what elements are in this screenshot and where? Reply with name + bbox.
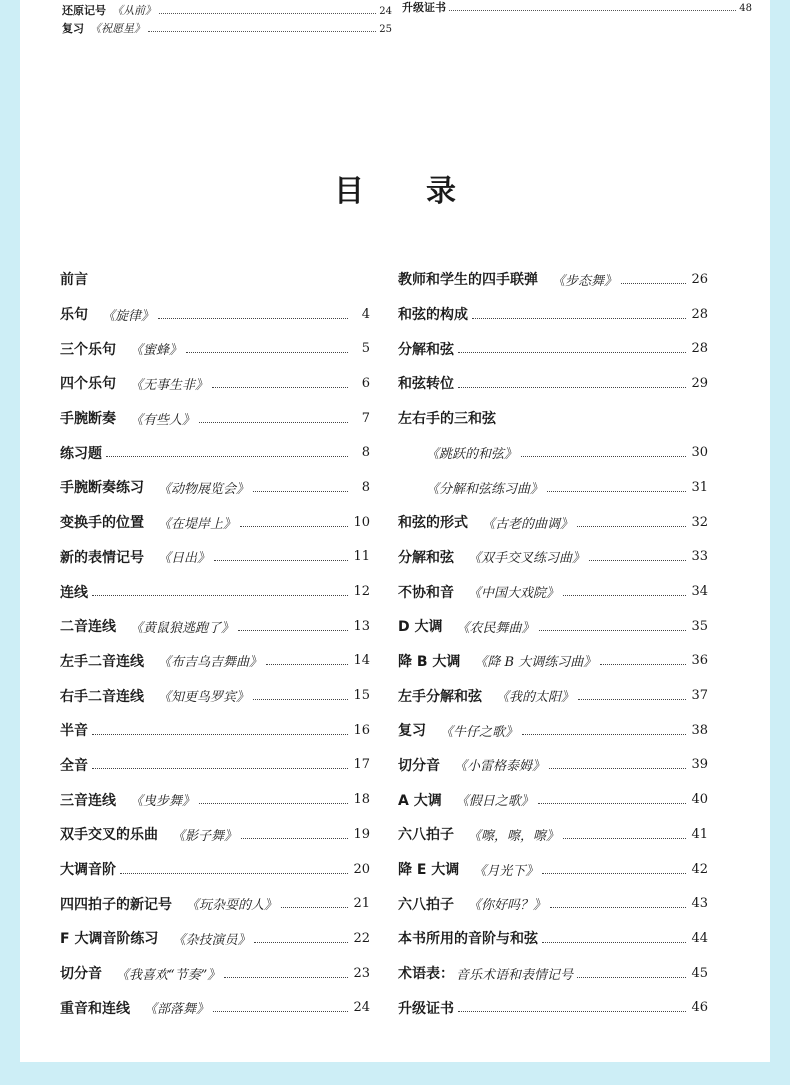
leader-dots <box>550 907 686 908</box>
entry-subtitle: 《中国大戏院》 <box>468 586 560 602</box>
leader-dots <box>621 283 686 284</box>
entry-page: 21 <box>353 896 370 912</box>
toc-entry <box>398 609 708 644</box>
entry-page: 34 <box>691 584 708 600</box>
toc-entry <box>398 297 708 332</box>
entry-subtitle: 音乐术语和表情记号 <box>456 967 574 983</box>
book-page <box>20 0 770 1062</box>
leader-dots <box>539 630 686 631</box>
leader-dots <box>547 491 686 492</box>
toc-entry <box>60 713 370 748</box>
entry-subtitle: 《部落舞》 <box>144 1002 210 1018</box>
toc-entry <box>60 574 370 609</box>
entry-page: 24 <box>353 1000 370 1016</box>
leader-dots <box>542 873 686 874</box>
entry-page: 19 <box>353 826 370 842</box>
toc-entry <box>60 401 370 436</box>
leader-dots <box>254 942 348 943</box>
entry-subtitle: 《我喜欢“节奏”》 <box>116 967 221 983</box>
entry-title: 右手二音连线 <box>60 688 144 705</box>
toc-entry <box>398 817 708 852</box>
entry-title: 六八拍子 <box>398 896 454 913</box>
toc-entry <box>60 262 370 297</box>
toc-entry <box>398 435 708 470</box>
toc-entry <box>62 4 392 19</box>
entry-page: 5 <box>361 341 370 357</box>
entry-page: 37 <box>691 688 708 704</box>
entry-title: 双手交叉的乐曲 <box>60 827 158 844</box>
entry-title: 二音连线 <box>60 619 116 636</box>
leader-dots <box>472 318 686 319</box>
leader-dots <box>240 526 348 527</box>
entry-subtitle: 《玩杂耍的人》 <box>186 898 278 914</box>
leader-dots <box>158 318 348 319</box>
entry-page: 12 <box>353 584 370 600</box>
toc-entry <box>60 886 370 921</box>
toc-entry <box>60 470 370 505</box>
entry-subtitle: 《动物展览会》 <box>158 481 250 497</box>
leader-dots <box>159 13 376 14</box>
entry-page: 42 <box>691 861 708 877</box>
leader-dots <box>577 526 686 527</box>
entry-title: 三音连线 <box>60 792 116 809</box>
leader-dots <box>281 907 348 908</box>
toc-entry <box>60 990 370 1025</box>
entry-page: 13 <box>353 618 370 634</box>
entry-title: 四四拍子的新记号 <box>60 896 172 913</box>
entry-page: 20 <box>353 861 370 877</box>
entry-page: 32 <box>691 514 708 530</box>
toc-entry <box>60 297 370 332</box>
toc-entry <box>398 644 708 679</box>
leader-dots <box>549 768 686 769</box>
leader-dots <box>578 699 686 700</box>
entry-title: 和弦转位 <box>398 376 454 393</box>
entry-page: 4 <box>361 306 370 322</box>
entry-title: 复习 <box>398 723 426 740</box>
entry-page: 29 <box>691 375 708 391</box>
toc-entry <box>60 678 370 713</box>
toc-entry <box>60 540 370 575</box>
entry-title: F 大调音阶练习 <box>60 931 159 948</box>
entry-page: 36 <box>691 653 708 669</box>
entry-subtitle: 《月光下》 <box>473 863 539 879</box>
entry-page: 28 <box>691 341 708 357</box>
entry-title: 连线 <box>60 584 88 601</box>
entry-page: 44 <box>691 930 708 946</box>
entry-title: 切分音 <box>398 757 440 774</box>
entry-page: 10 <box>353 514 370 530</box>
entry-title: 手腕断奏 <box>60 411 116 428</box>
entry-page: 16 <box>353 722 370 738</box>
entry-subtitle: 《影子舞》 <box>172 828 238 844</box>
toc-right-column <box>398 262 708 1025</box>
toc-entry <box>60 609 370 644</box>
entry-title: 和弦的构成 <box>398 307 468 324</box>
leader-dots <box>458 387 686 388</box>
entry-title: A 大调 <box>398 792 442 809</box>
leader-dots <box>253 699 348 700</box>
entry-title: 四个乐句 <box>60 376 116 393</box>
entry-subtitle: 《杂技演员》 <box>172 932 251 948</box>
toc-entry <box>60 644 370 679</box>
entry-title: 重音和连线 <box>60 1000 130 1017</box>
entry-title: 本书所用的音阶与和弦 <box>398 931 538 948</box>
entry-page: 28 <box>691 306 708 322</box>
entry-subtitle: 《在堤岸上》 <box>158 516 237 532</box>
leader-dots <box>92 768 348 769</box>
entry-subtitle: 《跳跃的和弦》 <box>426 447 518 463</box>
entry-title: 六八拍子 <box>398 827 454 844</box>
entry-page: 7 <box>361 410 370 426</box>
entry-title: 左右手的三和弦 <box>398 411 496 428</box>
entry-title: 左手分解和弦 <box>398 688 482 705</box>
leader-dots <box>241 838 348 839</box>
entry-subtitle: 《假日之歌》 <box>455 794 534 810</box>
leader-dots <box>212 387 348 388</box>
entry-title: 切分音 <box>60 966 102 983</box>
entry-title: 练习题 <box>60 445 102 462</box>
page-title: 目录 <box>334 174 518 209</box>
toc-entry <box>398 990 708 1025</box>
entry-subtitle: 《旋律》 <box>102 308 155 324</box>
toc-entry <box>60 782 370 817</box>
toc-entry <box>60 817 370 852</box>
entry-page: 18 <box>353 792 370 808</box>
entry-subtitle: 《祝愿星》 <box>90 22 145 35</box>
entry-page: 26 <box>691 271 708 287</box>
entry-title: 分解和弦 <box>398 549 454 566</box>
entry-subtitle: 《降 B 大调练习曲》 <box>474 655 597 671</box>
leader-dots <box>458 1011 686 1012</box>
entry-subtitle: 《步态舞》 <box>552 273 618 289</box>
entry-title: 术语表： <box>398 966 454 983</box>
entry-page: 41 <box>691 826 708 842</box>
toc-entry <box>398 678 708 713</box>
toc-entry <box>398 366 708 401</box>
leader-dots <box>589 560 686 561</box>
leader-dots <box>213 1011 348 1012</box>
toc-entry <box>398 921 708 956</box>
entry-title: 复习 <box>62 22 84 35</box>
leader-dots <box>120 873 348 874</box>
entry-page: 25 <box>379 24 392 35</box>
leader-dots <box>538 803 686 804</box>
entry-page: 11 <box>353 549 370 565</box>
leader-dots <box>214 560 348 561</box>
leader-dots <box>542 942 686 943</box>
entry-title: 全音 <box>60 757 88 774</box>
entry-page: 46 <box>691 1000 708 1016</box>
entry-title: 半音 <box>60 723 88 740</box>
entry-page: 6 <box>361 375 370 391</box>
entry-subtitle: 《你好吗？》 <box>468 898 547 914</box>
toc-entry <box>398 540 708 575</box>
toc-entry <box>398 852 708 887</box>
entry-title: 和弦的形式 <box>398 515 468 532</box>
leader-dots <box>253 491 348 492</box>
entry-title: 不协和音 <box>398 584 454 601</box>
entry-title: 三个乐句 <box>60 341 116 358</box>
leader-dots <box>577 977 686 978</box>
entry-subtitle: 《牛仔之歌》 <box>440 724 519 740</box>
entry-title: 降 E 大调 <box>398 862 460 879</box>
entry-title: 分解和弦 <box>398 341 454 358</box>
leader-dots <box>186 352 348 353</box>
entry-page: 39 <box>691 757 708 773</box>
entry-page: 35 <box>691 618 708 634</box>
entry-page: 48 <box>739 3 752 14</box>
leader-dots <box>522 734 686 735</box>
toc-entry <box>398 713 708 748</box>
entry-title: 升级证书 <box>398 1000 454 1017</box>
entry-title: 降 B 大调 <box>398 653 461 670</box>
toc-entry <box>62 22 392 37</box>
toc-entry <box>398 956 708 991</box>
leader-dots <box>199 803 348 804</box>
entry-subtitle: 《双手交叉练习曲》 <box>468 551 586 567</box>
leader-dots <box>238 630 348 631</box>
entry-subtitle: 《日出》 <box>158 551 211 567</box>
entry-title: 手腕断奏练习 <box>60 480 144 497</box>
toc-entry <box>60 748 370 783</box>
leader-dots <box>563 838 686 839</box>
leader-dots <box>92 734 348 735</box>
entry-page: 24 <box>379 6 392 17</box>
entry-page: 45 <box>691 965 708 981</box>
entry-title: D 大调 <box>398 619 443 636</box>
entry-page: 43 <box>691 896 708 912</box>
leader-dots <box>449 10 736 11</box>
toc-entry <box>398 262 708 297</box>
entry-subtitle: 《布吉乌吉舞曲》 <box>158 655 263 671</box>
entry-subtitle: 《曳步舞》 <box>130 794 196 810</box>
toc-entry <box>398 505 708 540</box>
toc-entry <box>60 505 370 540</box>
toc-entry <box>398 470 708 505</box>
toc-entry <box>60 852 370 887</box>
toc-entry <box>398 401 708 436</box>
entry-page: 31 <box>691 479 708 495</box>
entry-title: 左手二音连线 <box>60 653 144 670</box>
toc-entry <box>398 574 708 609</box>
entry-page: 30 <box>691 445 708 461</box>
entry-page: 33 <box>691 549 708 565</box>
leader-dots <box>92 595 348 596</box>
toc-entry <box>60 331 370 366</box>
entry-subtitle: 《无事生非》 <box>130 377 209 393</box>
entry-subtitle: 《嚓，嚓，嚓》 <box>468 828 560 844</box>
leader-dots <box>458 352 686 353</box>
toc-entry <box>398 331 708 366</box>
entry-page: 8 <box>361 479 370 495</box>
entry-subtitle: 《从前》 <box>112 4 156 17</box>
entry-title: 前言 <box>60 272 88 289</box>
entry-subtitle: 《有些人》 <box>130 412 196 428</box>
entry-title: 新的表情记号 <box>60 549 144 566</box>
entry-title: 教师和学生的四手联弹 <box>398 272 538 289</box>
toc-entry <box>398 748 708 783</box>
entry-subtitle: 《分解和弦练习曲》 <box>426 481 544 497</box>
toc-entry <box>398 782 708 817</box>
entry-page: 38 <box>691 722 708 738</box>
entry-title: 变换手的位置 <box>60 515 144 532</box>
toc-entry <box>60 956 370 991</box>
entry-subtitle: 《知更鸟罗宾》 <box>158 690 250 706</box>
entry-page: 8 <box>361 445 370 461</box>
entry-page: 17 <box>353 757 370 773</box>
entry-page: 22 <box>353 930 370 946</box>
entry-title: 还原记号 <box>62 4 106 17</box>
entry-subtitle: 《小雷格泰姆》 <box>454 759 546 775</box>
entry-subtitle: 《农民舞曲》 <box>456 620 535 636</box>
toc-entry <box>60 921 370 956</box>
toc-entry <box>60 366 370 401</box>
leader-dots <box>224 977 348 978</box>
entry-page: 40 <box>691 792 708 808</box>
entry-page: 14 <box>353 653 370 669</box>
entry-title: 升级证书 <box>402 1 446 14</box>
entry-subtitle: 《黄鼠狼逃跑了》 <box>130 620 235 636</box>
leader-dots <box>600 664 686 665</box>
leader-dots <box>106 456 348 457</box>
entry-page: 23 <box>353 965 370 981</box>
toc-entry <box>402 1 752 16</box>
leader-dots <box>563 595 686 596</box>
leader-dots <box>521 456 686 457</box>
entry-title: 乐句 <box>60 307 88 324</box>
entry-subtitle: 《古老的曲调》 <box>482 516 574 532</box>
entry-page: 15 <box>353 688 370 704</box>
leader-dots <box>148 31 376 32</box>
toc-entry <box>398 886 708 921</box>
leader-dots <box>199 422 348 423</box>
toc-entry <box>60 435 370 470</box>
leader-dots <box>266 664 348 665</box>
entry-subtitle: 《我的太阳》 <box>496 690 575 706</box>
entry-subtitle: 《蜜蜂》 <box>130 343 183 359</box>
entry-title: 大调音阶 <box>60 862 116 879</box>
toc-left-column <box>60 262 370 1025</box>
